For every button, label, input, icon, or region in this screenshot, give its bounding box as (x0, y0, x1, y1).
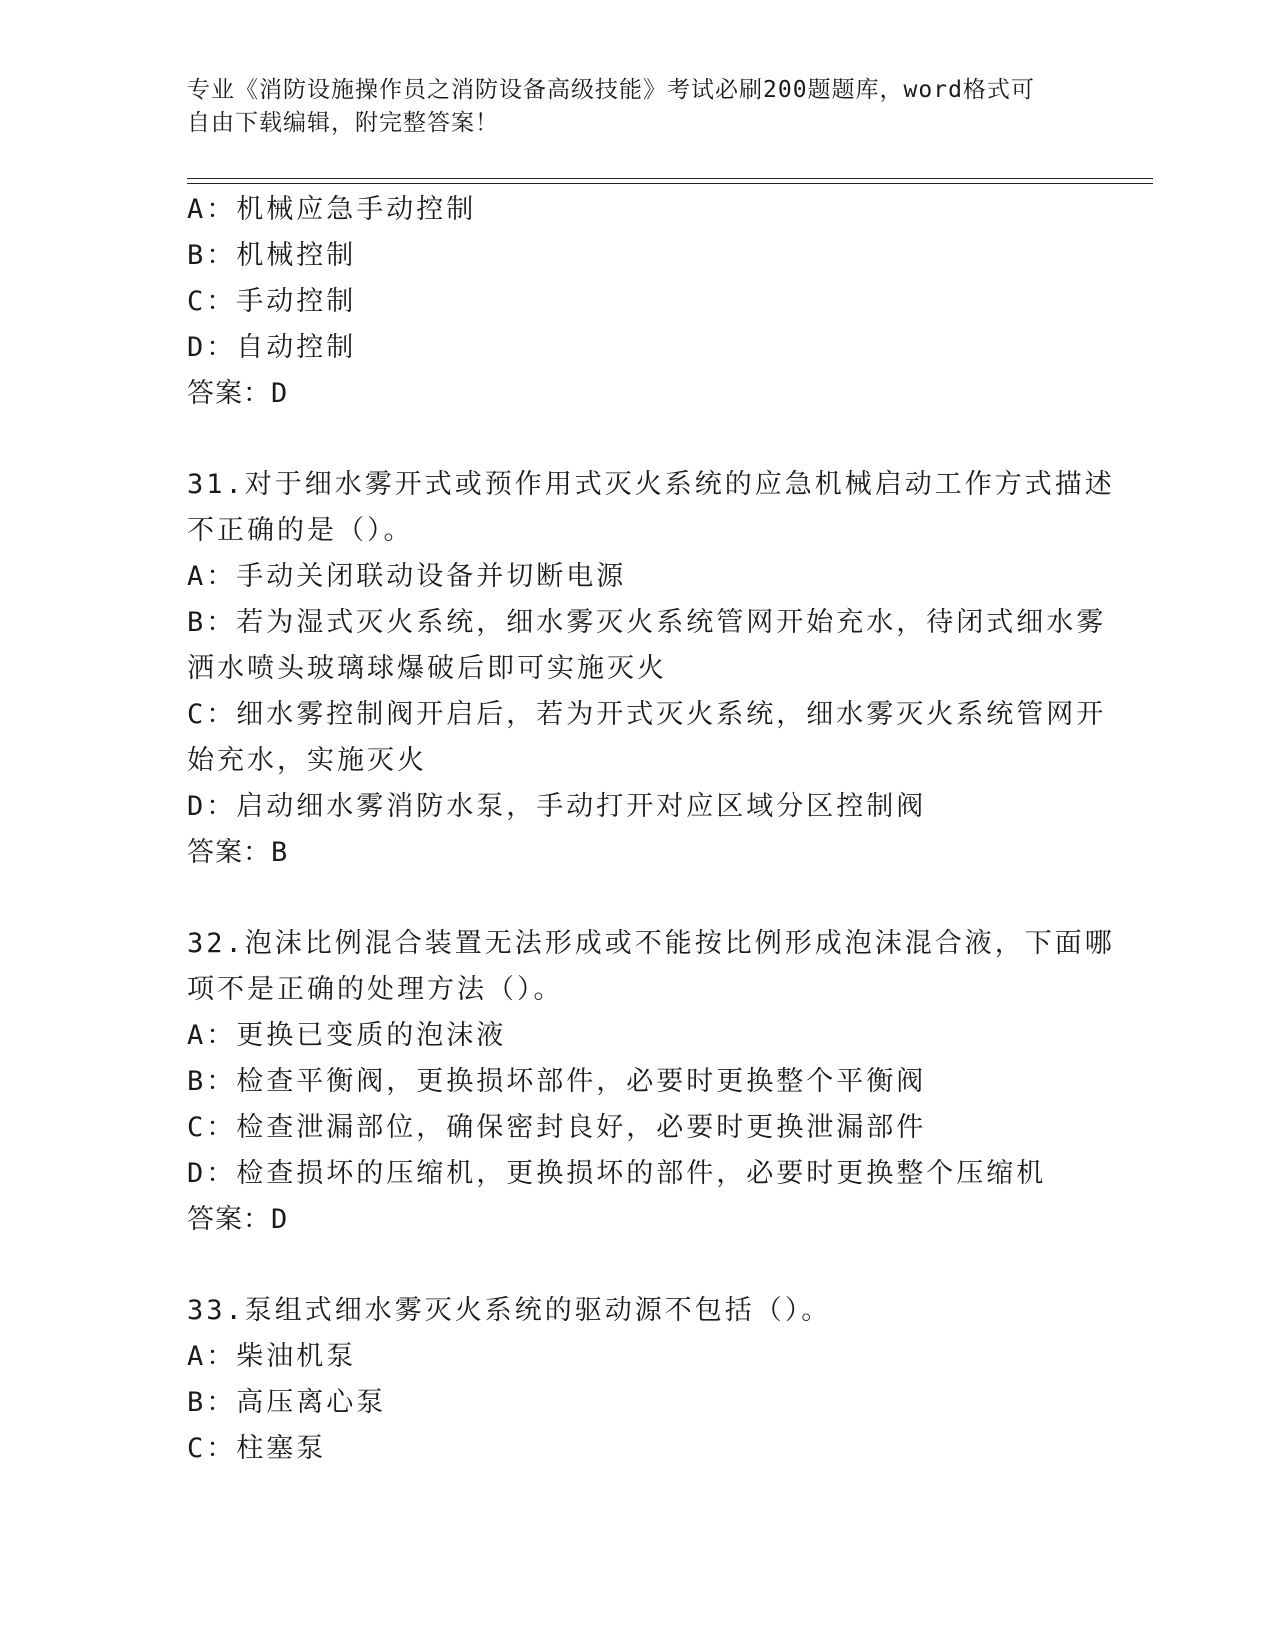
question-stem: 32.泡沫比例混合装置无法形成或不能按比例形成泡沫混合液，下面哪 (187, 928, 1115, 959)
spacer (187, 1243, 1087, 1288)
option-b: B：检查平衡阀，更换损坏部件，必要时更换整个平衡阀 (187, 1066, 927, 1097)
answer: 答案：D (187, 1204, 289, 1235)
option-a: A：机械应急手动控制 (187, 194, 477, 225)
option-a: A：更换已变质的泡沫液 (187, 1020, 507, 1051)
header-divider-top (187, 178, 1153, 179)
answer: 答案：B (187, 837, 289, 868)
option-b: B：机械控制 (187, 240, 357, 271)
question-32 (187, 921, 1115, 1243)
spacer (187, 417, 1087, 462)
question-31 (187, 462, 1115, 876)
option-b: B：若为湿式灭火系统，细水雾灭火系统管网开始充水，待闭式细水雾 (187, 607, 1107, 638)
option-c: C：手动控制 (187, 286, 357, 317)
header-line-1: 专业《消防设施操作员之消防设备高级技能》考试必刷200题题库，word格式可 (187, 77, 1035, 103)
spacer (187, 876, 1087, 921)
option-d: D：启动细水雾消防水泵，手动打开对应区域分区控制阀 (187, 791, 927, 822)
answer: 答案：D (187, 378, 289, 409)
option-c: C：细水雾控制阀开启后，若为开式灭火系统，细水雾灭火系统管网开 (187, 699, 1107, 730)
header-divider-bottom (187, 183, 1153, 184)
question-stem: 33.泵组式细水雾灭火系统的驱动源不包括（）。 (187, 1295, 832, 1326)
question-30 (187, 187, 1087, 417)
option-c: C：检查泄漏部位，确保密封良好，必要时更换泄漏部件 (187, 1112, 927, 1143)
option-d: D：检查损坏的压缩机，更换损坏的部件，必要时更换整个压缩机 (187, 1158, 1047, 1189)
question-list (187, 187, 1115, 1472)
option-b-cont: 洒水喷头玻璃球爆破后即可实施灭火 (187, 653, 667, 684)
question-stem-cont: 项不是正确的处理方法（）。 (187, 974, 564, 1005)
question-stem-cont: 不正确的是（）。 (187, 515, 414, 546)
document-header (187, 74, 1087, 140)
option-b: B：高压离心泵 (187, 1387, 387, 1418)
option-d: D：自动控制 (187, 332, 357, 363)
question-stem: 31.对于细水雾开式或预作用式灭火系统的应急机械启动工作方式描述 (187, 469, 1115, 500)
option-c: C：柱塞泵 (187, 1433, 327, 1464)
option-c-cont: 始充水，实施灭火 (187, 745, 427, 776)
option-a: A：手动关闭联动设备并切断电源 (187, 561, 627, 592)
option-a: A：柴油机泵 (187, 1341, 357, 1372)
question-33 (187, 1288, 1087, 1472)
header-line-2: 自由下载编辑，附完整答案！ (187, 110, 499, 136)
